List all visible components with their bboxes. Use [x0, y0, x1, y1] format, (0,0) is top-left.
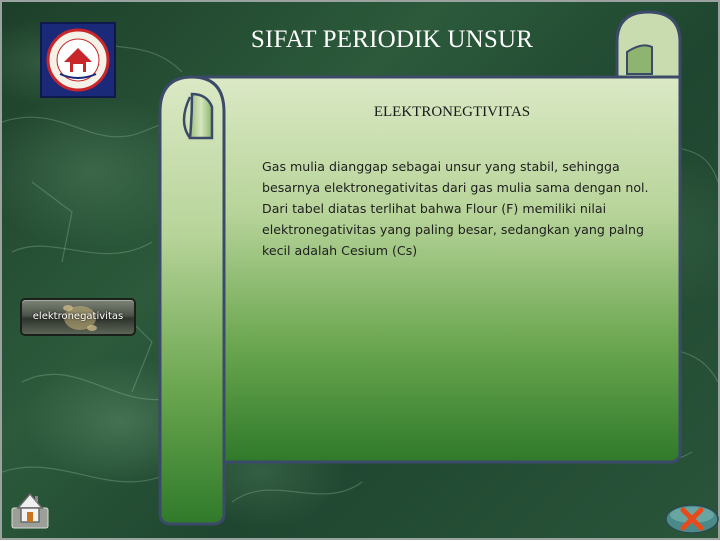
home-icon: [10, 486, 50, 530]
body-paragraph: Gas mulia dianggap sebagai unsur yang stabil, sehingga besarnya elektronegativitas dari gas mulia sama dengan nol. Dari tabel diatas terlihat bahwa Flour (F) memiliki nilai elektronegativitas yang paling besar, sedangkan yang palng kecil adalah Cesium (Cs): [262, 159, 649, 258]
slide-title: SIFAT PERIODIK UNSUR: [250, 26, 534, 53]
nav-button-label: elektronegativitas: [32, 311, 124, 322]
home-button[interactable]: [10, 486, 50, 530]
close-button[interactable]: [664, 502, 720, 536]
elektronegativitas-nav-button[interactable]: [20, 298, 136, 336]
close-icon: [664, 502, 720, 536]
section-subtitle: ELEKTRONEGTIVITAS: [373, 104, 531, 120]
scroll-panel: [2, 2, 718, 538]
